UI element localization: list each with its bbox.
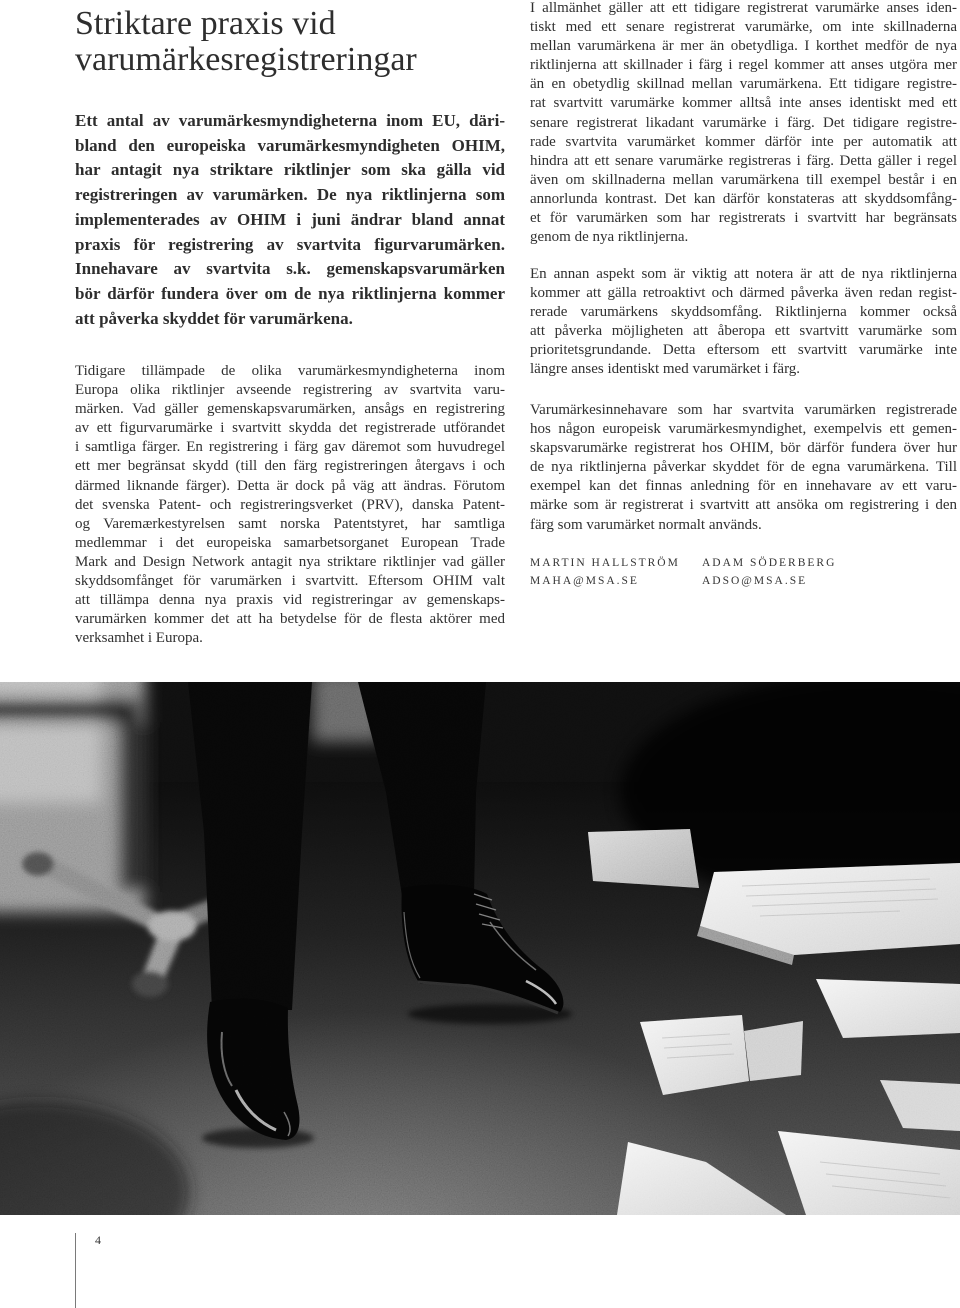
body-line: Europa olika riktlinjer avseende registrering av svartvita varu- xyxy=(75,382,505,399)
body-line: kommer att gälla retroaktivt och därmed påverka även redan regist- xyxy=(530,285,957,302)
body-line: längre anses identiskt med varumärket i färg. xyxy=(530,361,801,378)
body-paragraph-left xyxy=(75,362,505,648)
body-line: hindra att ett senare varumärke registreras i färg. Detta gäller i regel xyxy=(530,152,957,169)
body-line: det svenska Patent- och registreringsverket (PRV), danska Patent- xyxy=(75,496,505,513)
film-grain xyxy=(0,682,960,1215)
author-email: ADSO@MSA.SE xyxy=(702,575,808,587)
lead-paragraph xyxy=(75,109,505,331)
body-paragraph-right-2 xyxy=(530,265,957,380)
body-line: riktlinjerna att skillnader i färg i regel kommer att anses utgöra mer xyxy=(530,57,957,74)
body-line: att tillämpa denna nya praxis vid registreringar av gemenskaps- xyxy=(75,592,505,609)
body-line: mellan varumärkena är mer än obetydliga. I korthet medför de nya xyxy=(530,38,957,55)
lead-line: bland den europeiska varumärkesmyndigheten OHIM, xyxy=(75,135,505,155)
lead-line: implementerades av OHIM i juni ändrar bland annat xyxy=(75,209,505,229)
body-line: i samtliga färger. En registrering i färg gav däremot som huvudregel xyxy=(75,439,505,456)
body-line: genom de nya riktlinjerna. xyxy=(530,229,689,246)
body-line: annorlunda kontrast. Det kan därför konstateras att skyddsomfång- xyxy=(530,190,957,207)
article-photo xyxy=(0,682,960,1215)
body-line: än en obetydlig skillnad mellan varumärkena. Ett tidigare registre- xyxy=(530,76,957,93)
lead-line: att påverka skyddet för varumärkena. xyxy=(75,308,353,328)
body-line: rat svartvitt varumärke kommer alltså inte anses identiskt med ett xyxy=(530,95,957,112)
article-title xyxy=(75,6,505,78)
body-line: rade svartvita varumärket kommer därför inte per automatik att xyxy=(530,133,957,150)
body-line: skapsvarumärke registrerat hos OHIM, bör därför fundera över hur xyxy=(530,440,957,457)
title-line: Striktare praxis vid xyxy=(75,5,336,42)
page-number: 4 xyxy=(95,1233,101,1247)
body-line: märken. Vad gäller gemenskapsvarumärken, ansågs en registrering xyxy=(75,401,505,418)
lead-line: registreringen av varumärken. De nya riktlinjerna som xyxy=(75,185,505,205)
body-line: Tidigare tillämpade de olika varumärkesmyndigheterna inom xyxy=(75,363,505,379)
body-line: et för varumärken som har registrerats i svartvitt har begränsats xyxy=(530,210,957,227)
body-line: skyddsomfånget för varumärken i svartvitt. Eftersom OHIM valt xyxy=(75,573,505,590)
body-line: I allmänhet gäller att ett tidigare registrerat varumärke anses iden- xyxy=(530,0,957,16)
body-line: prioritetsgrundande. Detta eftersom ett svartvitt varumärke inte xyxy=(530,342,957,359)
body-line: av ett figurvarumärke i svartvitt skydda det registrerade utförandet xyxy=(75,420,505,437)
body-line: därmed liknande färger). Detta är dock på väg att ändras. Förutom xyxy=(75,477,505,494)
author-email: MAHA@MSA.SE xyxy=(530,575,639,587)
body-line: En annan aspekt som är viktig att notera är att de nya riktlinjerna xyxy=(530,266,957,282)
author-byline-1 xyxy=(530,554,680,590)
author-byline-2 xyxy=(702,554,836,590)
body-line: medlemmar i det europeiska samarbetsorganet European Trade xyxy=(75,534,505,551)
lead-line: Ett antal av varumärkesmyndigheterna inom EU, däri- xyxy=(75,111,505,130)
body-line: märke som är registrerat i svartvitt att ansöka om registrering i den xyxy=(530,497,957,514)
lead-line: har antagit nya striktare riktlinjer som ska gälla vid xyxy=(75,160,505,180)
body-line: verksamhet i Europa. xyxy=(75,630,203,647)
body-line: rerade varumärkens skyddsomfång. Riktlinjerna kommer också xyxy=(530,304,957,321)
body-line: og Varemærkestyrelsen samt norska Patentstyret, har samtliga xyxy=(75,515,505,532)
lead-line: Innehavare av svartvita s.k. gemenskapsvarumärken xyxy=(75,259,505,279)
body-line: ett mer begränsat skydd (till den färg registreringen återgavs i och xyxy=(75,458,505,475)
lead-line: praxis för registrering av svartvita figurvarumärken. xyxy=(75,234,505,254)
body-line: exempel kan det finnas anledning för en innehavare av ett varu- xyxy=(530,478,957,495)
body-line: Mark and Design Network antagit nya striktare riktlinjer vad gäller xyxy=(75,553,505,570)
body-line: varumärken kommer det att ha betydelse för de flesta aktörer med xyxy=(75,611,505,628)
author-name: MARTIN HALLSTRÖM xyxy=(530,557,680,569)
body-line: även om skillnaderna mellan varumärkena till exempel består i en xyxy=(530,171,957,188)
body-paragraph-right-3 xyxy=(530,401,957,535)
body-line: Varumärkesinnehavare som har svartvita varumärken registrerade xyxy=(530,402,957,418)
footer-rule xyxy=(75,1233,76,1308)
body-line: senare registrerat likadant varumärke i färg. Det tidigare registre- xyxy=(530,114,957,131)
body-line: att påverka möjligheten att åberopa ett svartvitt varumärke som xyxy=(530,323,957,340)
body-paragraph-right-1 xyxy=(530,0,957,247)
body-line: de nya riktlinjerna påverkar skyddet för de egna varumärkena. Till xyxy=(530,459,957,476)
body-line: tiskt med ett senare registrerat varumärke, om inte skillnaderna xyxy=(530,19,957,36)
body-line: färg som varumärket normalt används. xyxy=(530,516,762,533)
title-line: varumärkesregistreringar xyxy=(75,41,417,78)
lead-line: bör därför fundera över om de nya riktlinjerna kommer xyxy=(75,283,505,303)
author-name: ADAM SÖDERBERG xyxy=(702,557,837,569)
body-line: hos någon europeisk varumärkesmyndighet, exempelvis ett gemen- xyxy=(530,421,957,438)
